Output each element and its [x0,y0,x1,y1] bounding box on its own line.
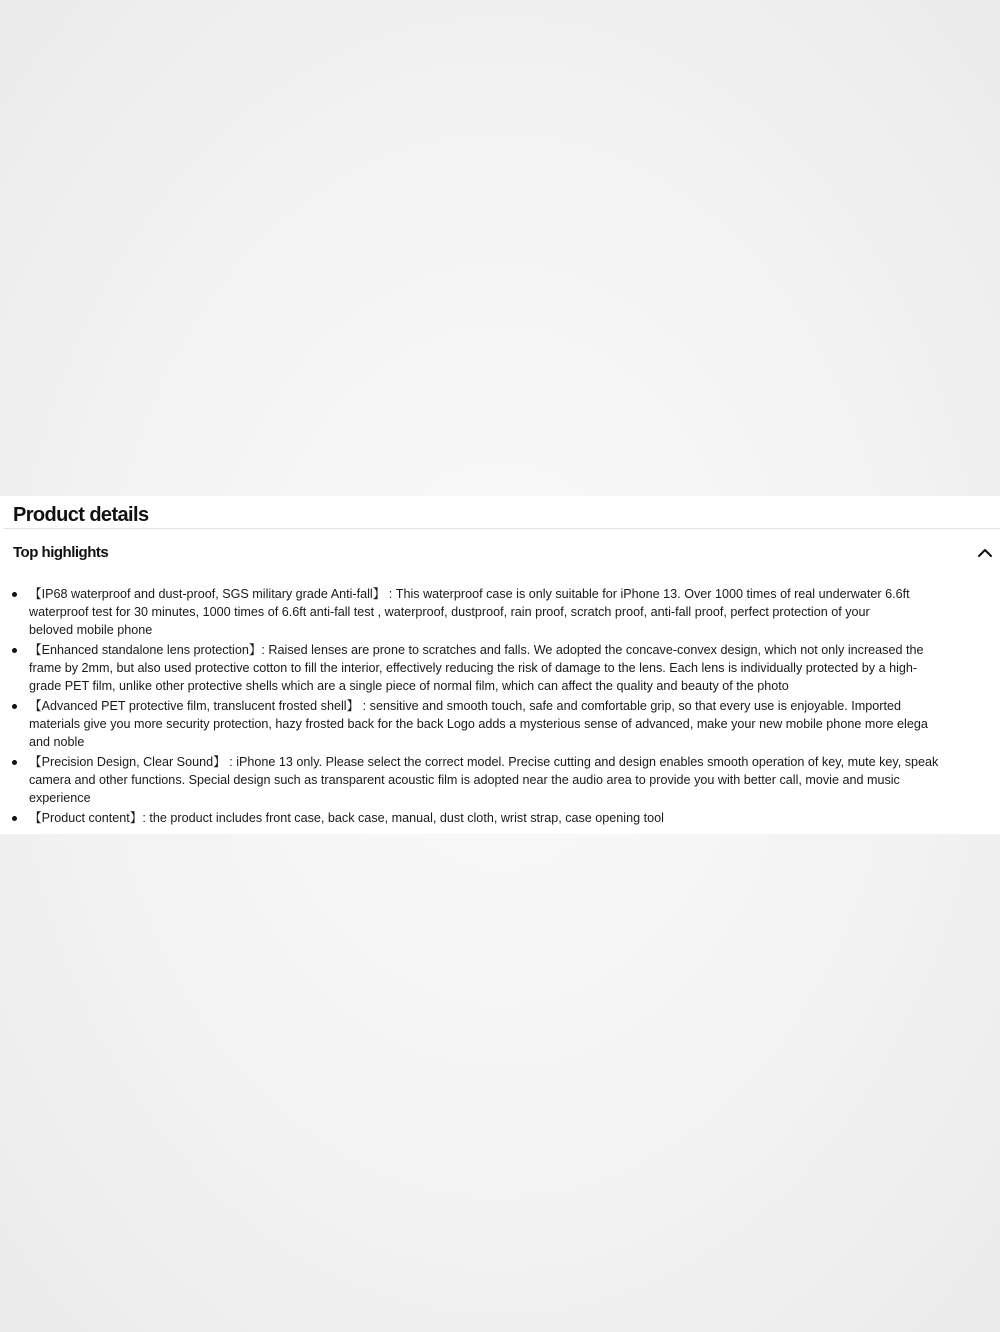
highlight-text-line: waterproof test for 30 minutes, 1000 times of 6.6ft anti-fall test , waterproof, dustproof, rain proof, scratch proof, anti-fall proof, perfect protection of your [29,605,870,619]
highlight-text-line: 【Product content】: the product includes front case, back case, manual, dust cloth, wrist strap, case opening tool [29,811,664,825]
chevron-up-icon[interactable] [976,545,994,559]
bullet-dot [12,704,17,709]
highlight-text-line: frame by 2mm, but also used protective cotton to fill the interior, effectively reducing the risk of damage to the lens. Each lens is individually protected by a high- [29,661,918,675]
highlight-text-line: grade PET film, unlike other protective shells which are a single piece of normal film, which can affect the quality and beauty of the photo [29,679,789,693]
bullet-dot [12,592,17,597]
highlight-text-line: materials give you more security protection, hazy frosted back for the back Logo adds a mysterious sense of advanced, make your new mobile phone more elega [29,717,928,731]
highlight-text-line: camera and other functions. Special design such as transparent acoustic film is adopted near the audio area to provide you with better call, movie and music [29,773,900,787]
product-details-title: Product details [13,504,149,526]
highlight-item [0,809,1000,827]
highlight-text-line: experience [29,791,91,805]
highlight-text-line: 【Advanced PET protective film, translucent frosted shell】 : sensitive and smooth touch, safe and comfortable grip, so that every use is enjoyable. Imported [29,699,901,713]
highlight-text-line: 【Precision Design, Clear Sound】 : iPhone 13 only. Please select the correct model. Precise cutting and design enables smooth operation of key, mute key, speak [29,755,939,769]
bullet-dot [12,648,17,653]
highlight-item [0,753,1000,807]
highlight-item [0,585,1000,639]
highlight-text-line: 【Enhanced standalone lens protection】: Raised lenses are prone to scratches and falls. We adopted the concave-convex design, which not only increased the [29,643,924,657]
divider [4,528,1000,529]
top-highlights-title: Top highlights [13,544,109,561]
product-details-panel [0,496,1000,834]
highlight-item [0,697,1000,751]
highlight-text-line: 【IP68 waterproof and dust-proof, SGS military grade Anti-fall】 : This waterproof case is only suitable for iPhone 13. Over 1000 times of real underwater 6.6ft [29,587,910,601]
bullet-dot [12,760,17,765]
bullet-dot [12,816,17,821]
highlights-list [0,585,1000,829]
top-highlights-header[interactable] [0,540,1000,568]
highlight-text-line: beloved mobile phone [29,623,153,637]
highlight-text-line: and noble [29,735,85,749]
highlight-item [0,641,1000,695]
